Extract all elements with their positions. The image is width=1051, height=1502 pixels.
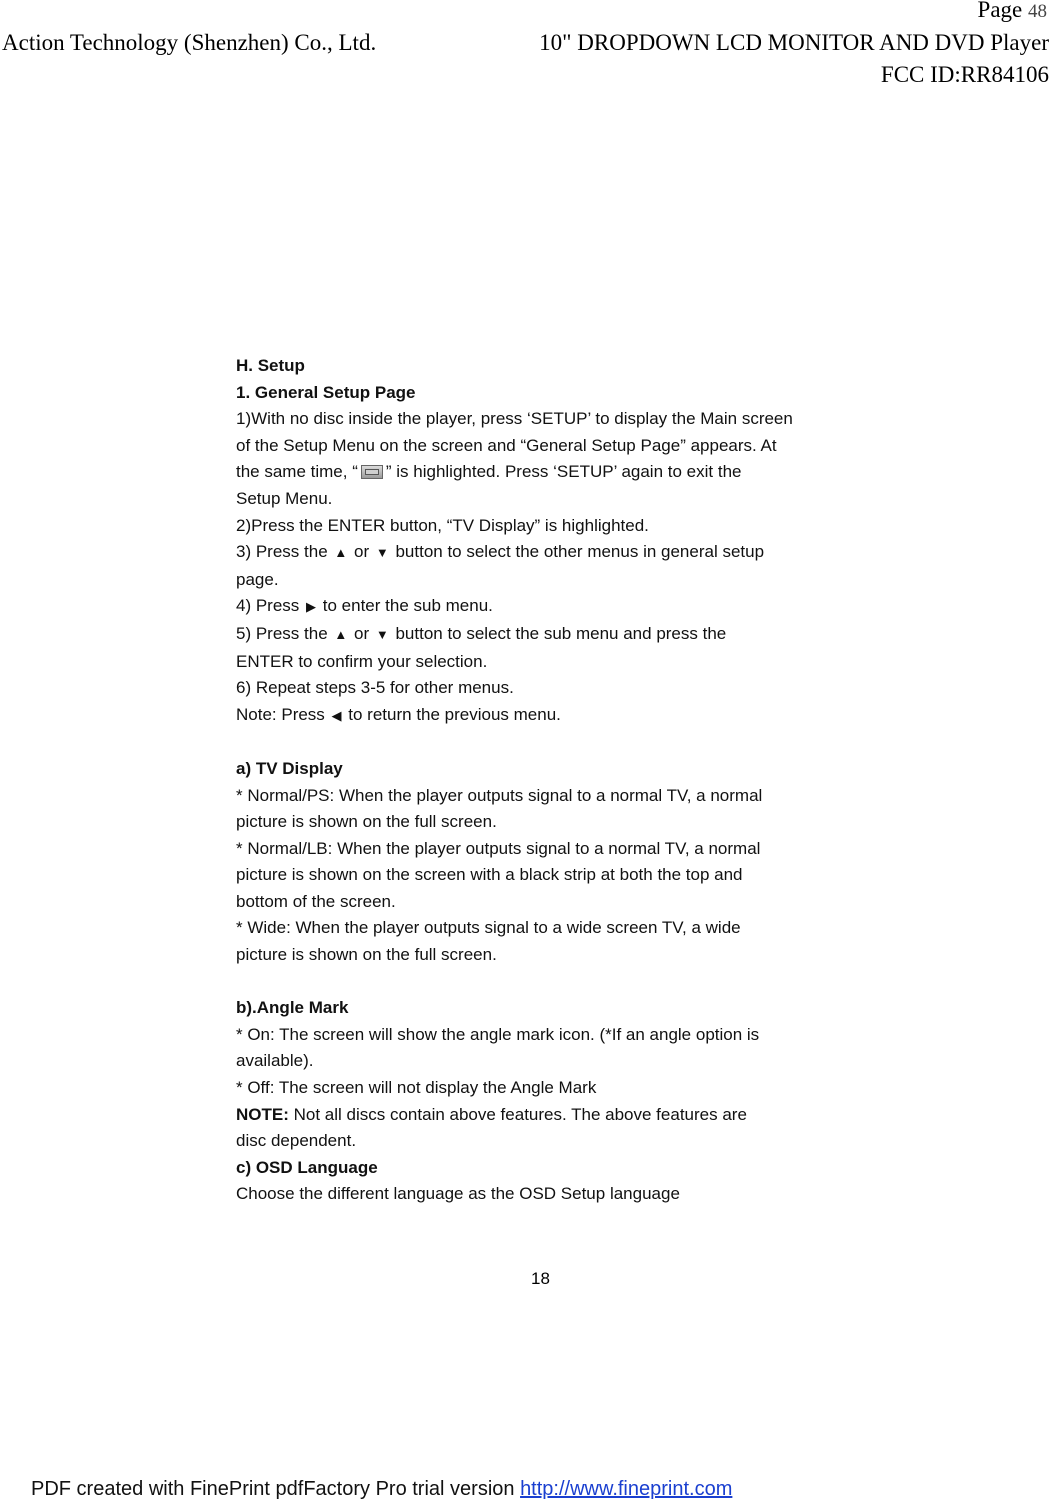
paragraph-line: Setup Menu. — [236, 488, 333, 508]
manual-page-number: 18 — [531, 1269, 550, 1288]
paragraph-line: NOTE: Not all discs contain above features. The above features are — [236, 1104, 747, 1124]
paragraph-line: 4) Press ▶ to enter the sub menu. — [236, 596, 493, 616]
paragraph-line: picture is shown on the full screen. — [236, 945, 497, 965]
section-title: H. Setup — [236, 356, 305, 375]
note-label: NOTE: — [236, 1104, 289, 1124]
up-arrow-icon: ▲ — [334, 626, 348, 642]
paragraph-line: page. — [236, 569, 279, 589]
paragraph-line: available). — [236, 1051, 314, 1071]
fineprint-link[interactable]: http://www.fineprint.com — [520, 1478, 733, 1500]
pdf-footer-text: PDF created with FinePrint pdfFactory Pro trial version — [31, 1478, 521, 1500]
paragraph-line: * Off: The screen will not display the Angle Mark — [236, 1078, 597, 1098]
paragraph-line: 1)With no disc inside the player, press ‘SETUP’ to display the Main screen — [236, 409, 793, 429]
paragraph-line: * On: The screen will show the angle mark icon. (*If an angle option is — [236, 1024, 760, 1044]
paragraph-line: * Normal/PS: When the player outputs signal to a normal TV, a normal — [236, 785, 763, 805]
paragraph-line: picture is shown on the full screen. — [236, 812, 497, 832]
paragraph-line: ENTER to confirm your selection. — [236, 651, 488, 671]
paragraph-line: 6) Repeat steps 3-5 for other menus. — [236, 678, 514, 698]
paragraph-line: the same time, “ ” is highlighted. Press ‘SETUP’ again to exit the — [236, 462, 742, 482]
pdf-footer — [31, 1476, 732, 1502]
page-label: Page — [977, 0, 1023, 22]
manual-content — [236, 353, 856, 1208]
right-arrow-icon: ▶ — [306, 599, 317, 615]
paragraph-line: of the Setup Menu on the screen and “General Setup Page” appears. At — [236, 435, 777, 455]
osd-language-title: c) OSD Language — [236, 1157, 378, 1177]
paragraph-line: Choose the different language as the OSD Setup language — [236, 1184, 680, 1204]
page-number — [978, 0, 1047, 26]
paragraph-line: disc dependent. — [236, 1131, 357, 1151]
up-arrow-icon: ▲ — [334, 545, 348, 561]
paragraph-line: 5) Press the ▲ or ▼ button to select the sub menu and press the — [236, 623, 727, 643]
paragraph-line: 3) Press the ▲ or ▼ button to select the other menus in general setup — [236, 542, 765, 562]
left-arrow-icon: ◀ — [331, 707, 342, 723]
page-number-value: 48 — [1028, 1, 1047, 22]
company-name: Action Technology (Shenzhen) Co., Ltd. — [2, 30, 377, 55]
paragraph-line: Note: Press ◀ to return the previous menu. — [236, 704, 561, 724]
paragraph-line: 2)Press the ENTER button, “TV Display” is highlighted. — [236, 515, 649, 535]
down-arrow-icon: ▼ — [375, 545, 389, 561]
subsection-title: 1. General Setup Page — [236, 382, 416, 402]
down-arrow-icon: ▼ — [375, 626, 389, 642]
paragraph-line: picture is shown on the screen with a black strip at both the top and — [236, 865, 743, 885]
fcc-id: FCC ID:RR84106 — [880, 62, 1049, 87]
tv-display-title: a) TV Display — [236, 758, 343, 778]
paragraph-line: * Normal/LB: When the player outputs signal to a normal TV, a normal — [236, 838, 761, 858]
general-setup-icon — [361, 465, 383, 479]
paragraph-line: bottom of the screen. — [236, 891, 396, 911]
paragraph-line: * Wide: When the player outputs signal to a wide screen TV, a wide — [236, 918, 741, 938]
product-title: 10" DROPDOWN LCD MONITOR AND DVD Player — [539, 30, 1049, 55]
angle-mark-title: b).Angle Mark — [236, 998, 349, 1018]
